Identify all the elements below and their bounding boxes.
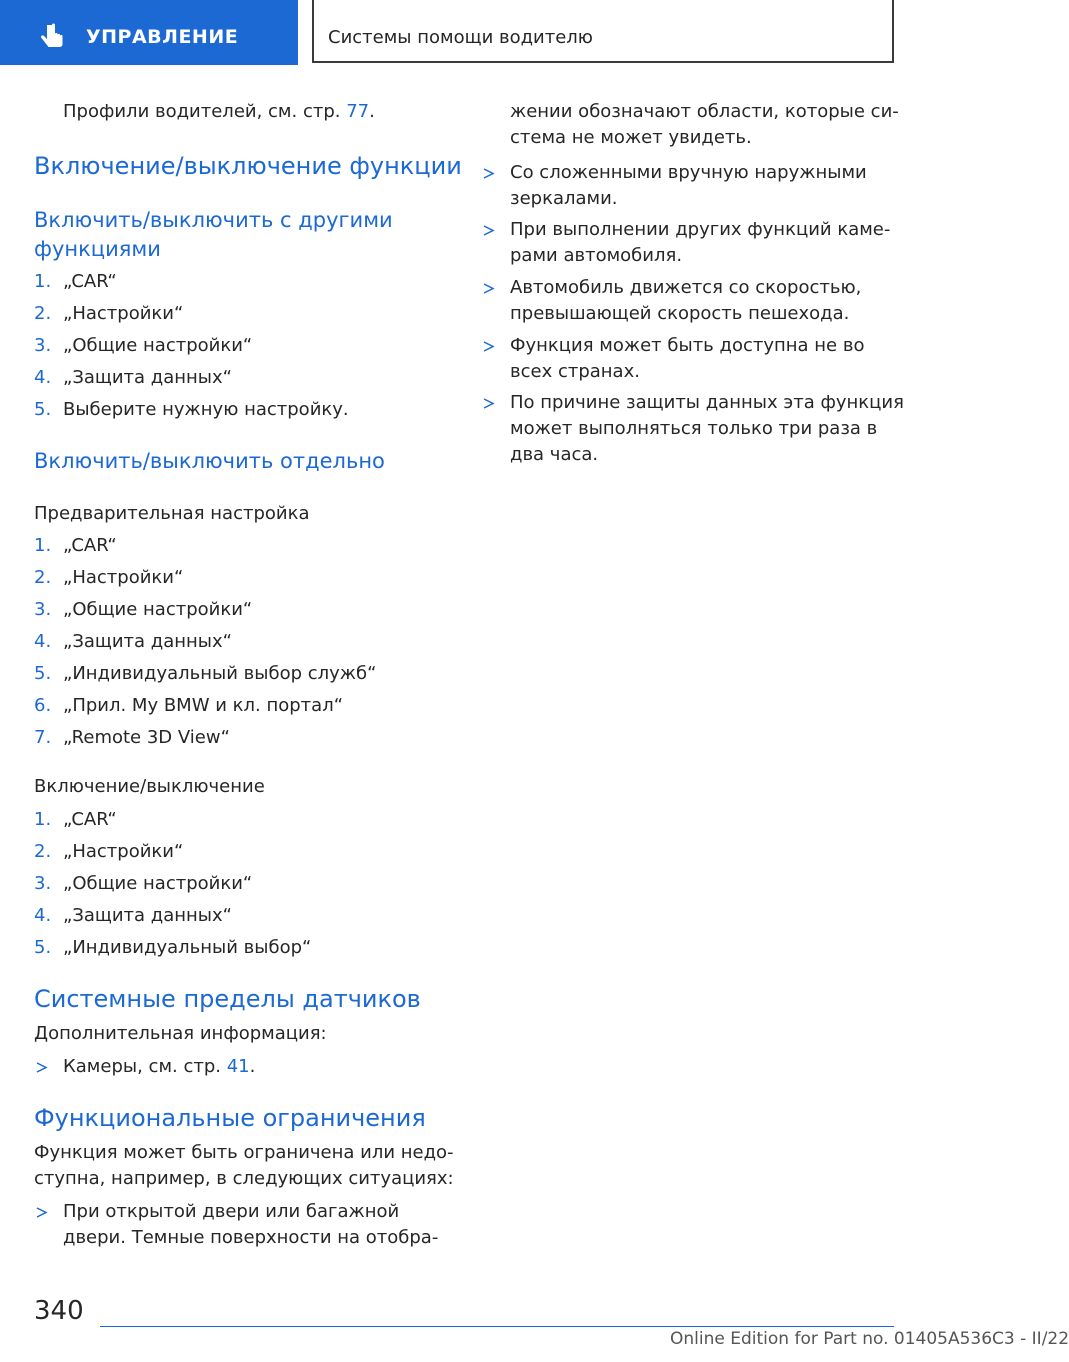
- list-number: 2.: [34, 567, 52, 588]
- list-number: 2.: [34, 303, 52, 324]
- list-text: „Защита данных“: [63, 905, 232, 926]
- heading-with-others: [34, 206, 393, 264]
- heading-restrictions: Функциональные ограничения: [34, 1104, 426, 1132]
- list-text: „CAR“: [63, 535, 117, 556]
- hand-pointer-icon: [38, 22, 68, 52]
- footer-divider: [100, 1326, 894, 1327]
- bullet-text: При выполнении других функций каме-: [510, 219, 891, 240]
- list-text: „Настройки“: [63, 567, 184, 588]
- list-number: 4.: [34, 631, 52, 652]
- list-number: 4.: [34, 905, 52, 926]
- list-number: 4.: [34, 367, 52, 388]
- heading-toggle-function: Включение/выключение функции: [34, 152, 462, 180]
- bullet-item: [481, 160, 911, 212]
- heading-with-others-line2: функциями: [34, 237, 161, 261]
- bullet-text: всех странах.: [510, 361, 640, 382]
- page-number: 340: [34, 1296, 84, 1326]
- bullet-text: Автомобиль движется со скоростью,: [510, 277, 862, 298]
- bullet-text: превышающей скорость пешехода.: [510, 303, 850, 324]
- bullet-text: По причине защиты данных эта функция: [510, 392, 904, 413]
- triangle-bullet-icon: [36, 1062, 47, 1073]
- section-label: УПРАВЛЕНИЕ: [86, 26, 239, 48]
- list-text: „Настройки“: [63, 841, 184, 862]
- triangle-bullet-icon: [36, 1207, 47, 1218]
- list-text: „Общие настройки“: [63, 599, 253, 620]
- chapter-header: [312, 0, 894, 63]
- continued-line-2: стема не может увидеть.: [510, 127, 752, 148]
- list-text: „CAR“: [63, 271, 117, 292]
- limits-paragraph: Дополнительная информация:: [34, 1023, 327, 1044]
- bullet-text: При открытой двери или багажной: [63, 1201, 400, 1222]
- list-text: „Настройки“: [63, 303, 184, 324]
- triangle-bullet-icon: [483, 398, 494, 409]
- continued-line-1: жении обозначают области, которые си-: [510, 101, 899, 122]
- list-text: „Remote 3D View“: [63, 727, 230, 748]
- heading-sensor-limits: Системные пределы датчиков: [34, 985, 421, 1013]
- restrictions-line-2: ступна, например, в следующих ситуациях:: [34, 1168, 454, 1189]
- triangle-bullet-icon: [483, 168, 494, 179]
- list-text: Выберите нужную настройку.: [63, 399, 349, 420]
- bullet-text: двери. Темные поверхности на отобра-: [63, 1227, 439, 1248]
- list-text: „Общие настройки“: [63, 873, 253, 894]
- restrictions-line-1: Функция может быть ограничена или недо-: [34, 1142, 454, 1163]
- bullet-item: [34, 1054, 454, 1080]
- list-number: 6.: [34, 695, 52, 716]
- triangle-bullet-icon: [483, 341, 494, 352]
- chapter-title: Системы помощи водителю: [328, 27, 593, 48]
- list-number: 2.: [34, 841, 52, 862]
- list-number: 3.: [34, 873, 52, 894]
- list-number: 1.: [34, 271, 52, 292]
- section-tab: [0, 0, 298, 65]
- list-text: „Защита данных“: [63, 631, 232, 652]
- heading-separately: Включить/выключить отдельно: [34, 449, 385, 473]
- bullet-text: рами автомобиля.: [510, 245, 683, 266]
- list-number: 5.: [34, 937, 52, 958]
- list-text: „Индивидуальный выбор“: [63, 937, 312, 958]
- intro-end: .: [369, 101, 375, 122]
- list-number: 7.: [34, 727, 52, 748]
- bullet-item: [481, 217, 911, 269]
- bullet-item: [34, 1199, 454, 1251]
- list-number: 3.: [34, 335, 52, 356]
- bullet-text: Камеры, см. стр.: [63, 1056, 227, 1077]
- page-link-77[interactable]: 77: [346, 101, 370, 122]
- subheading-presetting: Предварительная настройка: [34, 503, 310, 524]
- bullet-item: [481, 333, 911, 385]
- bullet-text: зеркалами.: [510, 188, 618, 209]
- bullet-item: [481, 275, 911, 327]
- list-number: 3.: [34, 599, 52, 620]
- intro-paragraph: [63, 99, 375, 125]
- list-number: 5.: [34, 663, 52, 684]
- bullet-text: Со сложенными вручную наружными: [510, 162, 867, 183]
- footer-edition: Online Edition for Part no. 01405A536C3 - II/22: [670, 1329, 1069, 1349]
- bullet-item: [481, 390, 911, 468]
- triangle-bullet-icon: [483, 283, 494, 294]
- list-text: „Защита данных“: [63, 367, 232, 388]
- list-text: „Индивидуальный выбор служб“: [63, 663, 377, 684]
- list-number: 5.: [34, 399, 52, 420]
- bullet-text: два часа.: [510, 444, 599, 465]
- bullet-end: .: [249, 1056, 256, 1077]
- page-link-41[interactable]: 41: [226, 1056, 250, 1077]
- list-text: „Общие настройки“: [63, 335, 253, 356]
- triangle-bullet-icon: [483, 225, 494, 236]
- heading-with-others-line1: Включить/выключить с другими: [34, 208, 393, 232]
- intro-text: Профили водителей, см. стр.: [63, 101, 347, 122]
- bullet-text: может выполняться только три раза в: [510, 418, 878, 439]
- subheading-onoff: Включение/выключение: [34, 776, 265, 797]
- list-number: 1.: [34, 809, 52, 830]
- list-number: 1.: [34, 535, 52, 556]
- list-text: „CAR“: [63, 809, 117, 830]
- bullet-text: Функция может быть доступна не во: [510, 335, 865, 356]
- list-text: „Прил. My BMW и кл. портал“: [63, 695, 344, 716]
